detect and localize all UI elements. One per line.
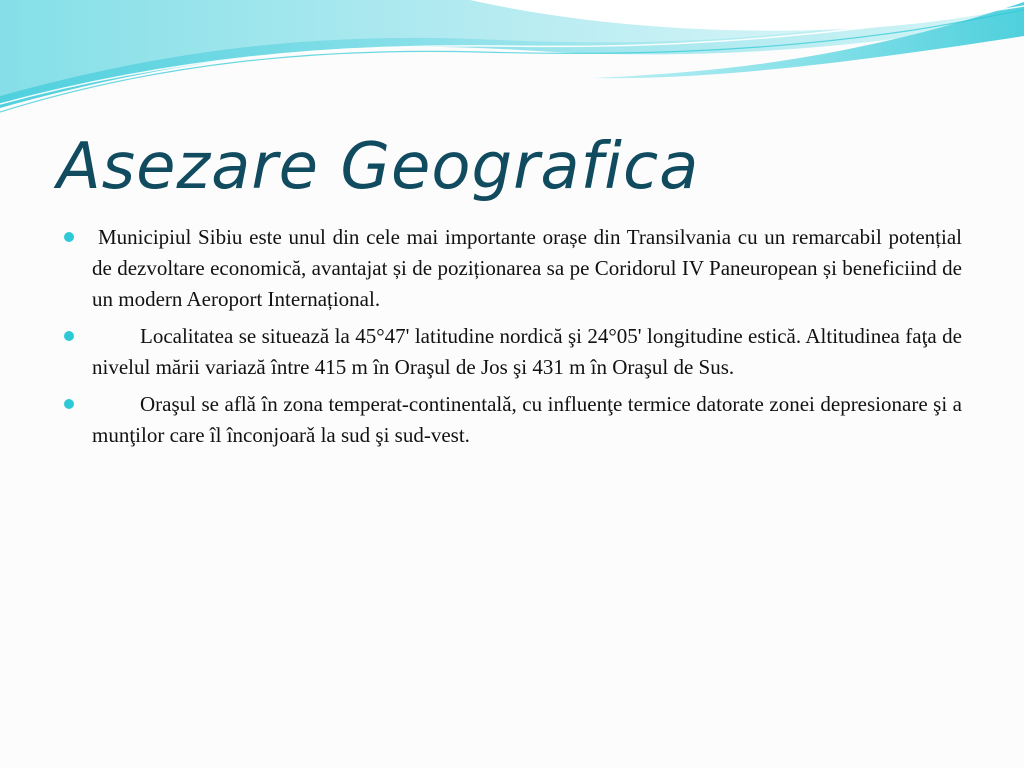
bullet-item <box>92 389 962 451</box>
bullet-list <box>92 222 962 457</box>
bullet-item <box>92 222 962 315</box>
bullet-text: Oraşul se aflǎ în zona temperat-continentalǎ, cu influenţe termice datorate zonei depresionare şi a munţilor care îl înconjoarǎ la sud şi sud-vest. <box>92 392 962 447</box>
bullet-item <box>92 321 962 383</box>
bullet-dot-icon <box>64 399 74 409</box>
bullet-dot-icon <box>64 232 74 242</box>
bullet-text: Municipiul Sibiu este unul din cele mai importante orașe din Transilvania cu un remarcabil potențial de dezvoltare economică, avantajat și de poziționarea sa pe Coridorul IV Paneuropean și beneficiind de un modern Aeroport Internațional. <box>92 225 962 311</box>
bullet-text: Localitatea se situează la 45°47' latitudine nordică şi 24°05' longitudine estică. Altitudinea faţa de nivelul mării variază între 415 m în Oraşul de Jos şi 431 m în Oraşul de Sus. <box>92 324 962 379</box>
bullet-dot-icon <box>64 331 74 341</box>
decorative-wave-banner <box>0 0 1024 120</box>
slide-title: Asezare Geografica <box>57 130 700 204</box>
